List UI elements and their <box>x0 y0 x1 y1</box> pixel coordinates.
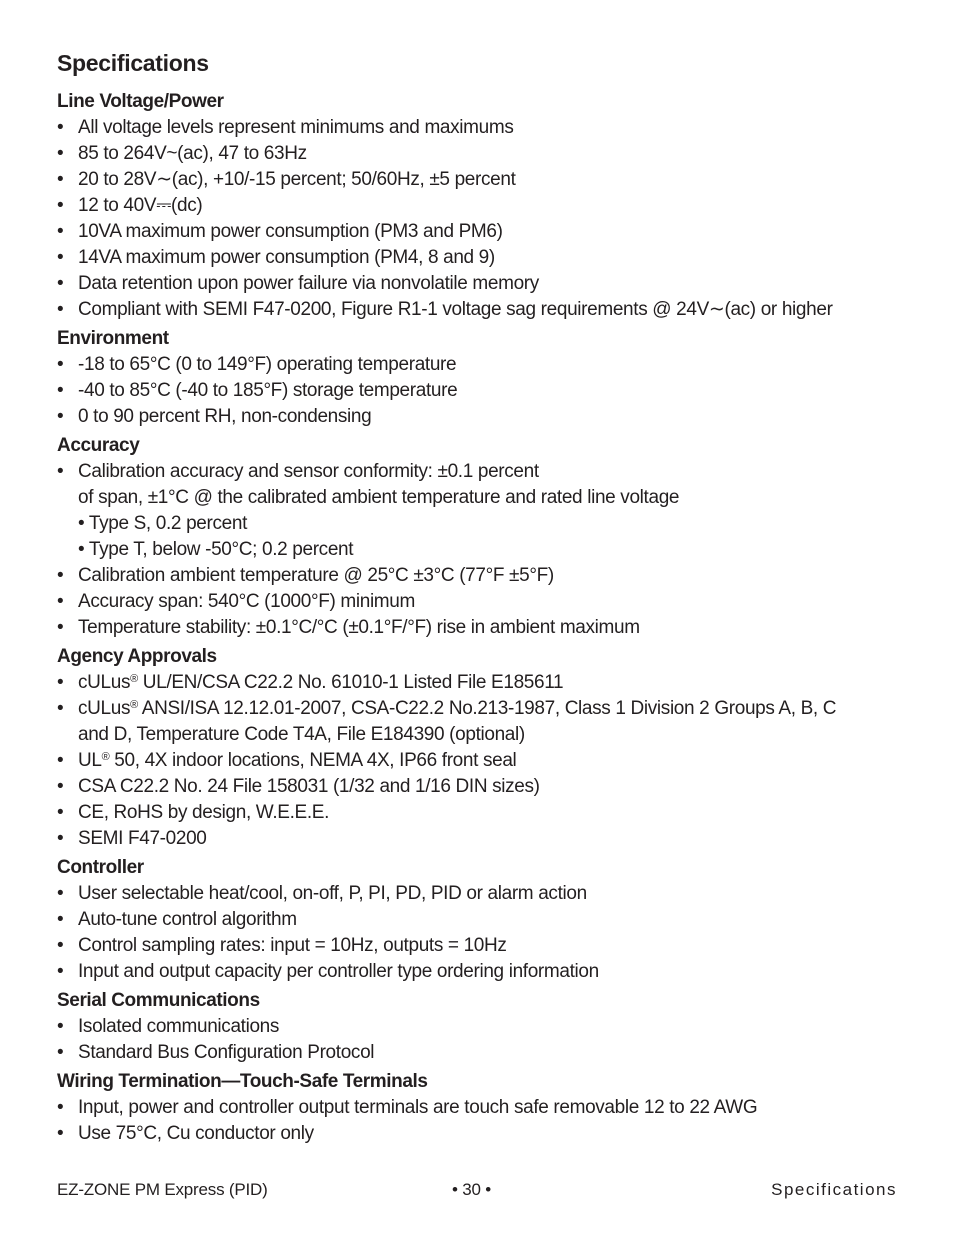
list-item <box>57 696 897 748</box>
list-item: • Compliant with SEMI F47-0200, Figure R1-1 voltage sag requirements @ 24V∼(ac) or higher <box>57 297 897 323</box>
sub-list-item: • Type S, 0.2 percent <box>78 513 248 534</box>
registered-mark: ® <box>130 673 138 685</box>
list-item-text: UL/EN/CSA C22.2 No. 61010-1 Listed File E185611 <box>137 672 564 693</box>
list-item: • Calibration ambient temperature @ 25°C ±3°C (77°F ±5°F) <box>57 563 897 589</box>
section-accuracy <box>57 433 897 641</box>
bullet-list <box>57 670 897 852</box>
list-item-line: • Calibration accuracy and sensor conformity: ±0.1 percent <box>78 461 539 482</box>
mark-prefix: cULus <box>78 672 131 693</box>
list-item: • 14VA maximum power consumption (PM4, 8 and 9) <box>57 245 897 271</box>
section-heading: Serial Communications <box>57 990 260 1011</box>
footer-product-name: EZ-ZONE PM Express (PID) <box>57 1180 268 1199</box>
bullet-list <box>57 352 897 430</box>
list-item: • 12 to 40V⎓(dc) <box>57 193 897 219</box>
bullet-list <box>57 1095 897 1147</box>
section-environment <box>57 326 897 430</box>
list-item <box>57 459 897 511</box>
list-item: • Standard Bus Configuration Protocol <box>57 1040 897 1066</box>
section-controller <box>57 855 897 985</box>
section-heading: Line Voltage/Power <box>57 91 224 112</box>
section-agency-approvals <box>57 644 897 852</box>
section-heading: Environment <box>57 328 169 349</box>
list-item: • All voltage levels represent minimums and maximums <box>57 115 897 141</box>
list-item <box>57 748 897 774</box>
list-item: • Input, power and controller output terminals are touch safe removable 12 to 22 AWG <box>57 1095 897 1121</box>
page-footer <box>57 1180 897 1204</box>
section-heading: Wiring Termination—Touch-Safe Terminals <box>57 1071 428 1092</box>
footer-section-name: Specifications <box>771 1180 897 1199</box>
page-number: • 30 • <box>452 1180 492 1199</box>
bullet-list <box>57 115 897 323</box>
list-item-text: ANSI/ISA 12.12.01-2007, CSA-C22.2 No.213-1987, Class 1 Division 2 Groups A, B, C <box>137 698 837 719</box>
section-serial-communications <box>57 988 897 1066</box>
section-wiring-termination <box>57 1069 897 1147</box>
list-item: • 20 to 28V∼(ac), +10/-15 percent; 50/60Hz, ±5 percent <box>57 167 897 193</box>
section-line-voltage-power <box>57 89 897 323</box>
list-item: • SEMI F47-0200 <box>57 826 897 852</box>
section-heading: Agency Approvals <box>57 646 217 667</box>
list-item: • Isolated communications <box>57 1014 897 1040</box>
list-item: • -18 to 65°C (0 to 149°F) operating temperature <box>57 352 897 378</box>
list-item: • Control sampling rates: input = 10Hz, outputs = 10Hz <box>57 933 897 959</box>
list-item: • Auto-tune control algorithm <box>57 907 897 933</box>
registered-mark: ® <box>101 751 110 763</box>
list-item-line <box>78 696 897 722</box>
list-item: • CSA C22.2 No. 24 File 158031 (1/32 and 1/16 DIN sizes) <box>57 774 897 800</box>
list-item: • User selectable heat/cool, on-off, P, PI, PD, PID or alarm action <box>57 881 897 907</box>
list-item-text: 50, 4X indoor locations, NEMA 4X, IP66 front seal <box>109 750 517 771</box>
section-heading: Controller <box>57 857 144 878</box>
sub-list-item: • Type T, below -50°C; 0.2 percent <box>78 539 354 560</box>
section-heading: Accuracy <box>57 435 140 456</box>
registered-mark: ® <box>130 699 138 711</box>
bullet-list <box>57 1014 897 1066</box>
list-item: • Accuracy span: 540°C (1000°F) minimum <box>57 589 897 615</box>
list-item-line: of span, ±1°C @ the calibrated ambient temperature and rated line voltage <box>78 487 680 508</box>
list-item: • CE, RoHS by design, W.E.E.E. <box>57 800 897 826</box>
page-title: Specifications <box>57 50 209 76</box>
bullet-list <box>57 881 897 985</box>
list-item: • Use 75°C, Cu conductor only <box>57 1121 897 1147</box>
list-item: • Input and output capacity per controller type ordering information <box>57 959 897 985</box>
list-item: • Data retention upon power failure via nonvolatile memory <box>57 271 897 297</box>
list-item: • -40 to 85°C (-40 to 185°F) storage temperature <box>57 378 897 404</box>
list-item: • Temperature stability: ±0.1°C/°C (±0.1°F/°F) rise in ambient maximum <box>57 615 897 641</box>
bullet-list <box>57 459 897 641</box>
list-item-line: and D, Temperature Code T4A, File E184390 (optional) <box>78 724 525 745</box>
document-page <box>57 50 897 1147</box>
list-item: • 10VA maximum power consumption (PM3 and PM6) <box>57 219 897 245</box>
list-item: • 0 to 90 percent RH, non-condensing <box>57 404 897 430</box>
mark-prefix: UL <box>78 750 102 771</box>
mark-prefix: cULus <box>78 698 131 719</box>
list-item: • 85 to 264V~(ac), 47 to 63Hz <box>57 141 897 167</box>
list-item <box>57 670 897 696</box>
